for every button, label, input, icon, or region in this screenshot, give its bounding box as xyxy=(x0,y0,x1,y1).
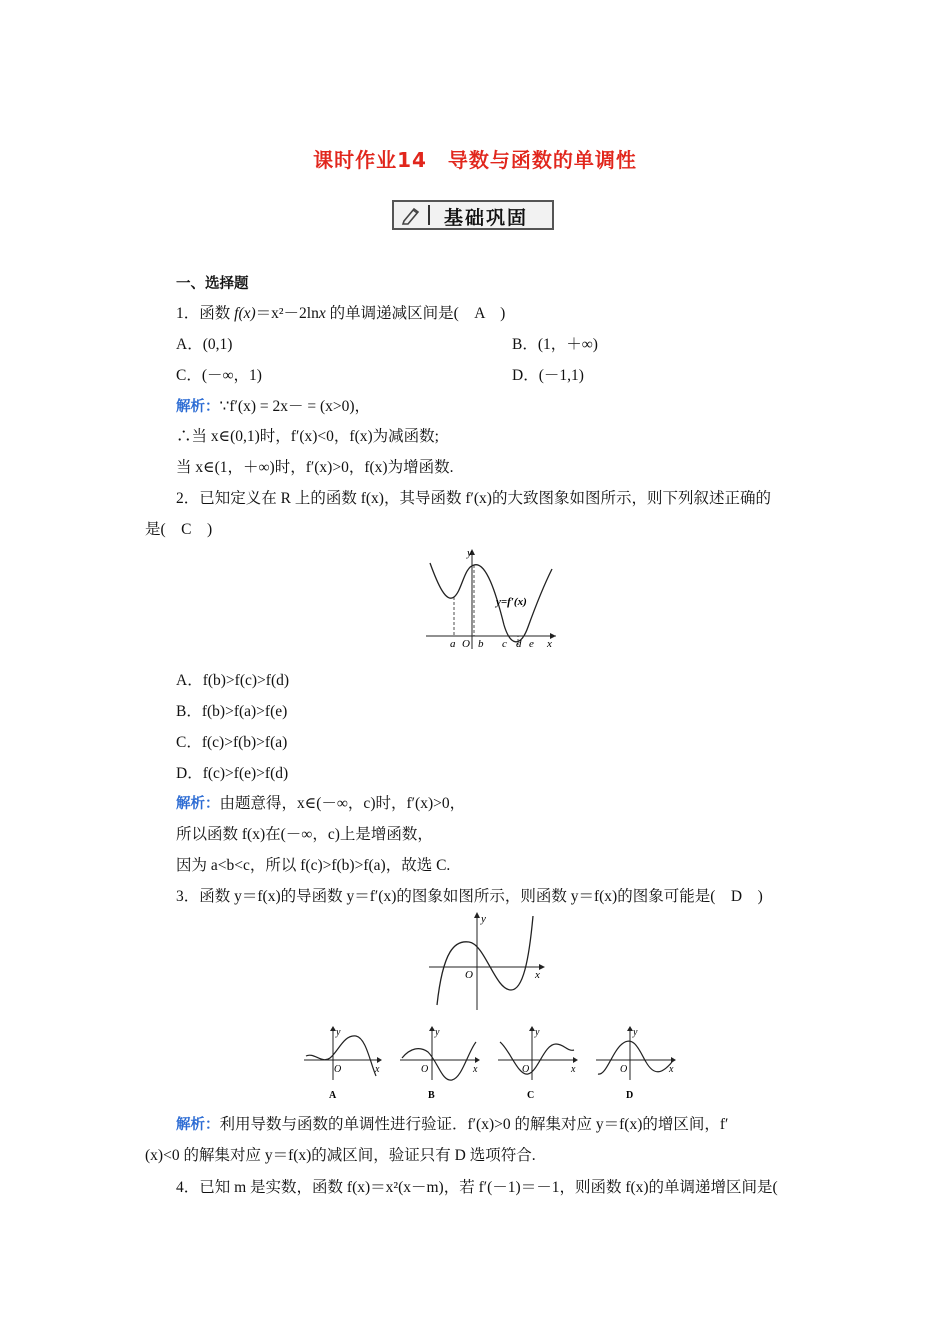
q1-solution-line3: 当 x∈(1，＋∞)时，f′(x)>0，f(x)为增函数. xyxy=(176,459,454,476)
q2-option-d: D．f(c)>f(e)>f(d) xyxy=(176,765,289,782)
choice-label-b: B xyxy=(428,1090,435,1101)
q2-option-a: A．f(b)>f(c)>f(d) xyxy=(176,672,290,689)
tick-c: c xyxy=(502,638,507,650)
q1-option-a: A．(0,1) xyxy=(176,336,233,353)
section-badge xyxy=(392,200,554,230)
q3-solution-line1: 解析：利用导数与函数的单调性进行验证．f′(x)>0 的解集对应 y＝f(x)的增区间，f′ xyxy=(176,1116,729,1133)
curve-label: y=f′(x) xyxy=(496,596,527,608)
q3-answer-graphs xyxy=(300,1022,690,1104)
svg-text:O: O xyxy=(522,1064,530,1075)
choice-graph-c xyxy=(498,1026,578,1101)
q2-solution-line3: 因为 a<b<c，所以 f(c)>f(b)>f(a)，故选 C. xyxy=(176,857,451,874)
q1-option-d: D．(－1,1) xyxy=(512,367,584,384)
q2-solution-line1: 解析：由题意得，x∈(－∞，c)时，f′(x)>0， xyxy=(176,795,466,812)
solution-label: 解析： xyxy=(176,399,220,415)
tick-d: d xyxy=(516,638,522,650)
origin-label: O xyxy=(465,969,473,981)
choice-label-c: C xyxy=(527,1090,535,1101)
choice-graph-b xyxy=(400,1026,480,1101)
page-title: 课时作业14 导数与函数的单调性 xyxy=(313,148,637,172)
badge-divider xyxy=(428,205,430,225)
q1-solution-line1: 解析：∵f′(x) = 2x－ = (x>0)， xyxy=(176,398,371,415)
choice-label-d: D xyxy=(626,1090,634,1101)
q2-stem-line2: 是( C ) xyxy=(145,521,213,538)
pencil-icon xyxy=(400,205,422,225)
tick-b: b xyxy=(478,638,484,650)
x-axis-label: x xyxy=(547,638,552,650)
svg-text:O: O xyxy=(334,1064,342,1075)
svg-text:y: y xyxy=(435,1027,440,1038)
svg-text:x: x xyxy=(669,1064,674,1075)
q3-stem: 3．函数 y＝f(x)的导函数 y＝f′(x)的图象如图所示，则函数 y＝f(x)的图象可能是( D ) xyxy=(176,888,763,905)
q3-derivative-graph xyxy=(425,910,555,1015)
q1-option-c: C．(－∞，1) xyxy=(176,367,262,384)
svg-text:y: y xyxy=(633,1027,638,1038)
x-axis-label: x xyxy=(535,969,540,981)
badge-label: 基础巩固 xyxy=(444,207,529,229)
y-axis-label: y xyxy=(481,913,486,925)
tick-e: e xyxy=(529,638,534,650)
solution-label: 解析： xyxy=(176,1117,220,1133)
q2-derivative-graph xyxy=(420,545,560,653)
svg-text:y: y xyxy=(535,1027,540,1038)
tick-o: O xyxy=(462,638,470,650)
choice-graph-a xyxy=(304,1026,382,1101)
choice-graph-d xyxy=(596,1026,676,1101)
q1-option-b: B．(1，＋∞) xyxy=(512,336,598,353)
svg-text:O: O xyxy=(421,1064,429,1075)
section-heading: 一、选择题 xyxy=(176,276,249,292)
svg-text:O: O xyxy=(620,1064,628,1075)
y-axis-label: y xyxy=(467,547,472,559)
solution-label: 解析： xyxy=(176,796,220,812)
q2-stem-line1: 2．已知定义在 R 上的函数 f(x)，其导函数 f′(x)的大致图象如图所示，则下列叙述正确的 xyxy=(176,490,771,507)
tick-a: a xyxy=(450,638,456,650)
q4-stem: 4．已知 m 是实数，函数 f(x)＝x²(x－m)，若 f′(－1)＝－1，则函数 f(x)的单调递增区间是( xyxy=(176,1179,778,1196)
q1-solution-line2: ∴当 x∈(0,1)时，f′(x)<0，f(x)为减函数; xyxy=(176,428,439,445)
svg-text:y: y xyxy=(336,1027,341,1038)
svg-text:x: x xyxy=(473,1064,478,1075)
q3-solution-line2: (x)<0 的解集对应 y＝f(x)的减区间，验证只有 D 选项符合. xyxy=(145,1147,536,1164)
svg-text:x: x xyxy=(375,1064,380,1075)
q2-option-c: C．f(c)>f(b)>f(a) xyxy=(176,734,288,751)
q2-solution-line2: 所以函数 f(x)在(－∞，c)上是增函数， xyxy=(176,826,433,843)
q2-option-b: B．f(b)>f(a)>f(e) xyxy=(176,703,288,720)
svg-text:x: x xyxy=(571,1064,576,1075)
choice-label-a: A xyxy=(329,1090,337,1101)
q1-stem: 1．函数 f(x)＝x²－2lnx 的单调递减区间是( A ) xyxy=(176,305,506,322)
